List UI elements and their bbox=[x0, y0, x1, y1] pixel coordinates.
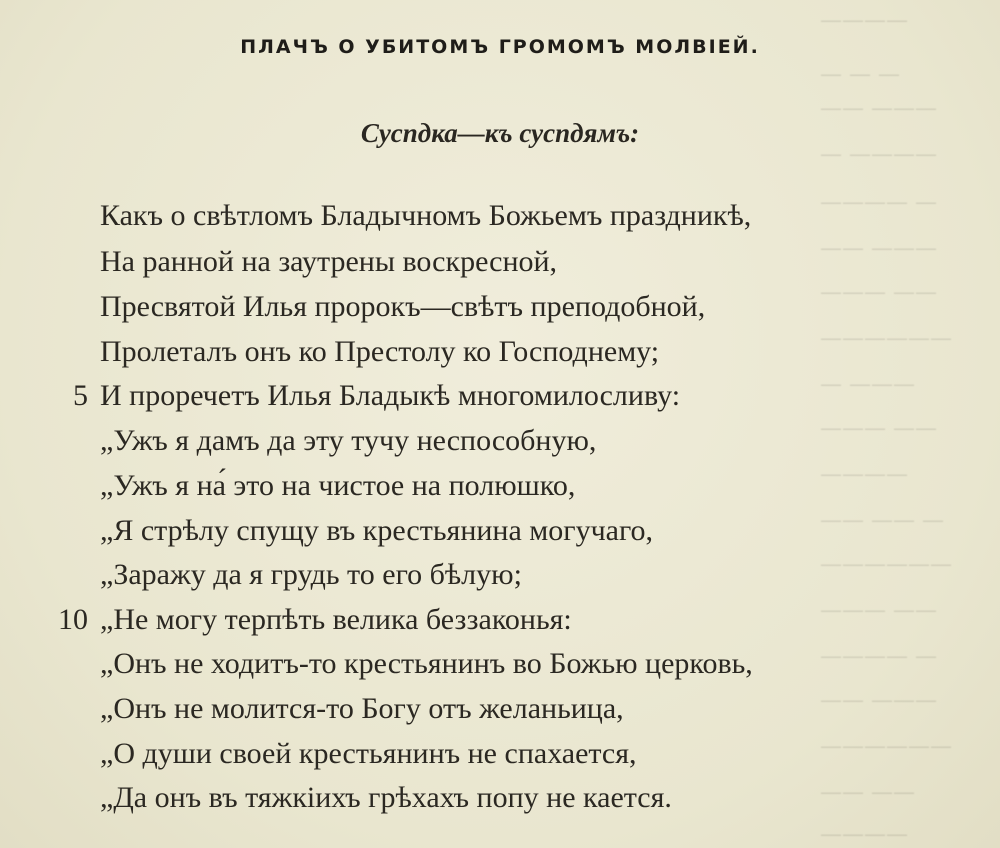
verse-line: „Ужъ я дамъ да эту тучу неспособную, bbox=[100, 424, 597, 457]
line-number: 5 bbox=[73, 379, 88, 412]
verse-line: „Ужъ я на́ это на чистое на полюшко, bbox=[100, 469, 576, 502]
verse-line: „Я стрѣлу спущу въ крестьянина могучаго, bbox=[100, 514, 654, 547]
poem-title: ПЛАЧЪ О УБИТОМЪ ГРОМОМЪ МОЛВIЕЙ. bbox=[240, 36, 760, 58]
verse-line: На ранной на заутрены воскресной, bbox=[100, 245, 558, 278]
verse-line: „Не могу терпѣть велика беззаконья: bbox=[100, 603, 572, 636]
bleed-through-text: ———— — — — ——— —— ———— — — ———— ——— —— —— ——— —————— ——— — —— ——— ———— — —— —— —————— —— ——— — ———— ——— —— —————— —— —— ———— bbox=[820, 8, 952, 847]
line-number: 10 bbox=[58, 603, 88, 636]
verse-line: Пролеталъ онъ ко Престолу ко Господнему; bbox=[100, 335, 660, 368]
poem-subtitle: Суспдка—къ суспдямъ: bbox=[360, 118, 640, 148]
verse-line: Пресвятой Илья пророкъ—свѣтъ преподобной, bbox=[100, 290, 706, 323]
verse-line: „О души своей крестьянинъ не спахается, bbox=[100, 737, 637, 770]
verse-line: И проречетъ Илья Бладыкѣ многомилосливу: bbox=[100, 379, 681, 412]
verse-line: „Заражу да я грудь то его бѣлую; bbox=[100, 558, 522, 591]
verse-line: „Да онъ въ тяжкiихъ грѣхахъ попу не кается. bbox=[100, 781, 672, 814]
verse-line: Какъ о свѣтломъ Бладычномъ Божьемъ праздникѣ, bbox=[100, 199, 752, 232]
verse-line: „Онъ не молится-то Богу отъ желаньица, bbox=[100, 692, 624, 725]
verse-line: „Онъ не ходитъ-то крестьянинъ во Божью церковь, bbox=[100, 647, 753, 680]
